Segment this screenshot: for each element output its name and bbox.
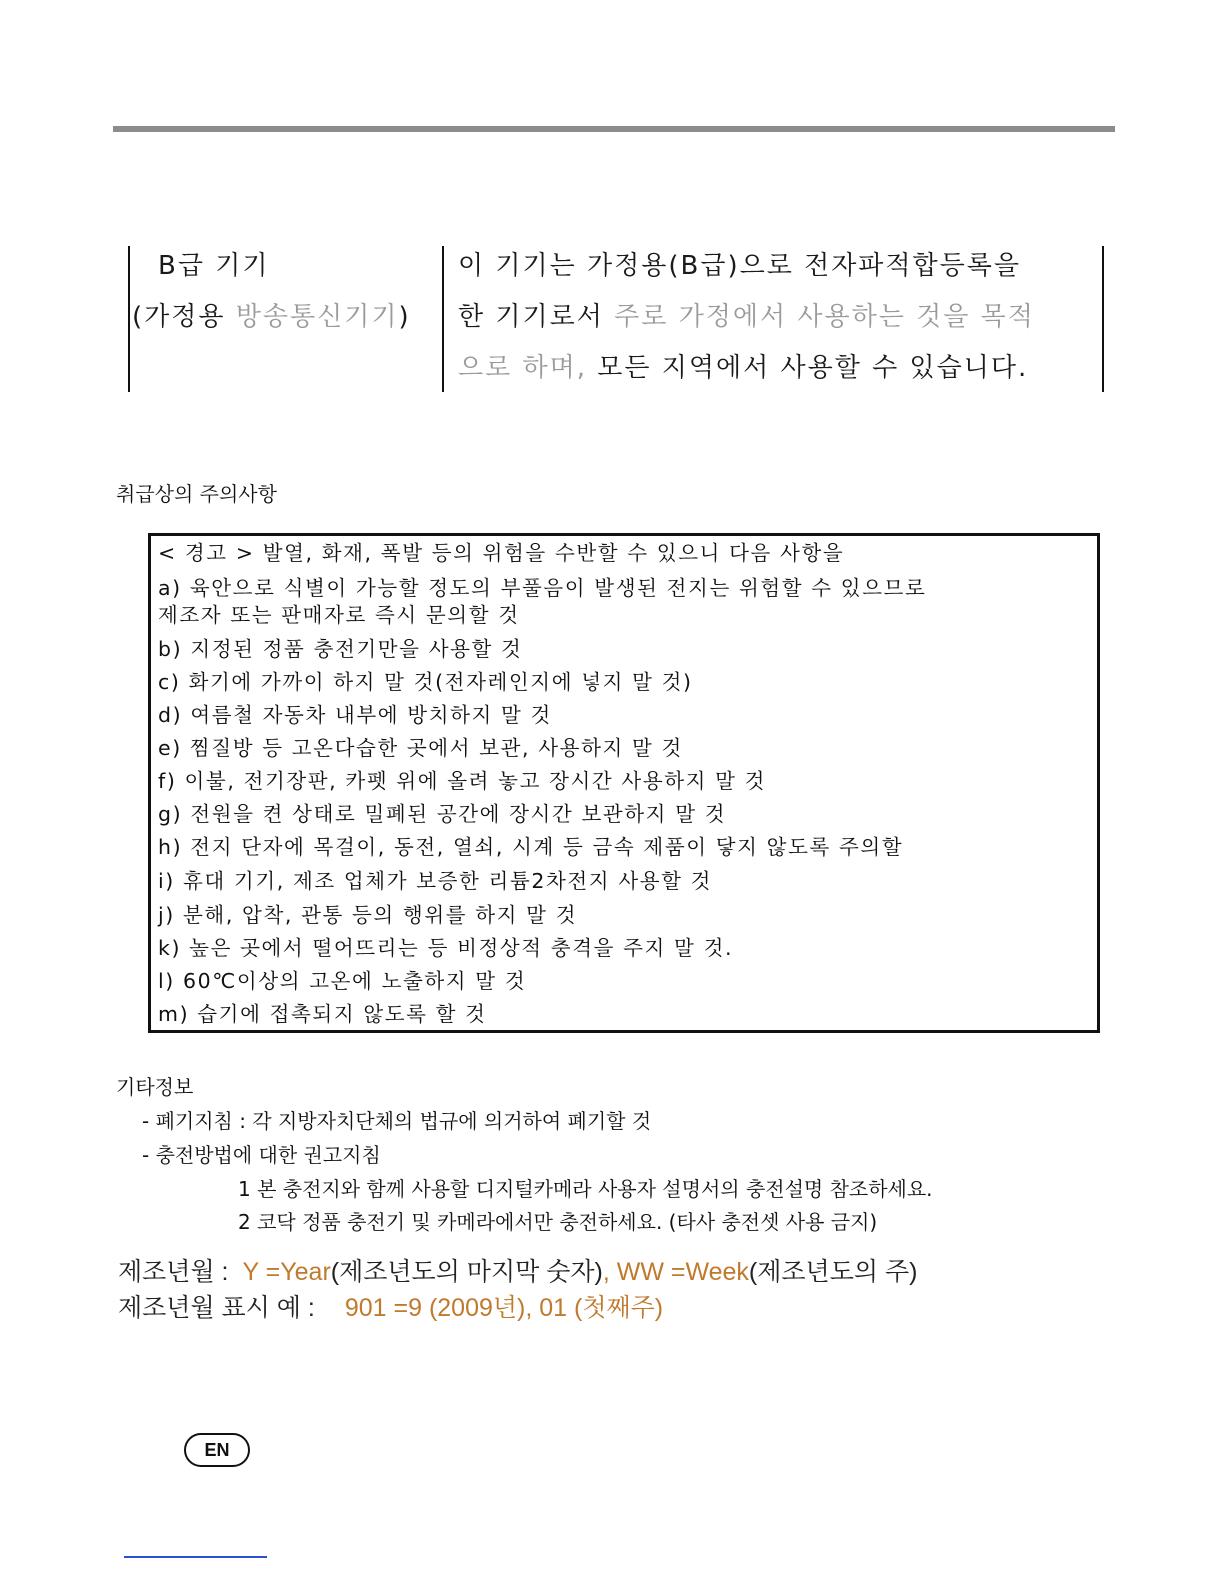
statement-line-3: 으로 하며, 모든 지역에서 사용할 수 있습니다. <box>458 353 1029 383</box>
bottom-link-underline <box>124 1556 267 1558</box>
charging-guideline-2: 2 코닥 정품 충전기 및 카메라에서만 충전하세요. (타사 충전셋 사용 금지) <box>238 1210 878 1234</box>
warning-line: f) 이불, 전기장판, 카펫 위에 올려 놓고 장시간 사용하지 말 것 <box>158 769 767 793</box>
statement-line-2: 한 기기로서 주로 가정에서 사용하는 것을 목적 <box>458 302 1035 332</box>
warning-line: a) 육안으로 식별이 가능할 정도의 부풀음이 발생된 전지는 위험할 수 있으므로 <box>158 576 927 600</box>
warning-line: h) 전지 단자에 목걸이, 동전, 열쇠, 시계 등 금속 제품이 닿지 않도록 주의할 <box>158 835 904 859</box>
charging-guideline-1: 1 본 충전지와 함께 사용할 디지털카메라 사용자 설명서의 충전설명 참조하세요. <box>238 1177 933 1201</box>
statement-line-1: 이 기기는 가정용(B급)으로 전자파적합등록을 <box>458 251 1022 281</box>
other-info-title: 기타정보 <box>116 1075 194 1099</box>
warning-line: k) 높은 곳에서 떨어뜨리는 등 비정상적 충격을 주지 말 것. <box>158 936 734 960</box>
warning-line: e) 찜질방 등 고온다습한 곳에서 보관, 사용하지 말 것 <box>158 736 683 760</box>
warning-line: c) 화기에 가까이 하지 말 것(전자레인지에 넣지 말 것) <box>158 670 693 694</box>
warning-line: i) 휴대 기기, 제조 업체가 보증한 리튬2차전지 사용할 것 <box>158 869 713 893</box>
warning-line: 제조자 또는 판매자로 즉시 문의할 것 <box>158 603 520 627</box>
manufacture-date-example: 제조년월 표시 예 : 901 =9 (2009년), 01 (첫째주) <box>118 1294 664 1322</box>
warning-line: d) 여름철 자동차 내부에 방치하지 말 것 <box>158 703 552 727</box>
charging-guideline-title: - 충전방법에 대한 권고지침 <box>142 1143 381 1167</box>
manufacture-date-format: 제조년월 : Y =Year(제조년도의 마지막 숫자), WW =Week(제조년도의 주) <box>118 1258 918 1286</box>
table-border-middle <box>442 246 444 392</box>
warning-line: g) 전원을 켠 상태로 밀폐된 공간에 장시간 보관하지 말 것 <box>158 802 727 826</box>
class-b-notice-table <box>128 246 1104 392</box>
battery-warning-box <box>148 533 1100 1033</box>
top-divider <box>113 126 1115 132</box>
warning-line: j) 분해, 압착, 관통 등의 행위를 하지 말 것 <box>158 903 578 927</box>
disposal-guideline: - 폐기지침 : 각 지방자치단체의 법규에 의거하여 폐기할 것 <box>142 1109 652 1133</box>
warning-line: b) 지정된 정품 충전기만을 사용할 것 <box>158 637 523 661</box>
table-border-right <box>1102 246 1104 392</box>
warning-line: < 경고 > 발열, 화재, 폭발 등의 위험을 수반할 수 있으니 다음 사항을 <box>158 541 845 565</box>
device-class-label: B급 기기 <box>158 251 270 281</box>
language-badge: EN <box>184 1433 250 1467</box>
warning-line: m) 습기에 접촉되지 않도록 할 것 <box>158 1002 487 1026</box>
table-border-left <box>128 246 130 392</box>
device-class-subtitle: (가정용 방송통신기기) <box>132 302 411 332</box>
handling-precautions-title: 취급상의 주의사항 <box>116 482 277 506</box>
warning-line: l) 60℃이상의 고온에 노출하지 말 것 <box>158 969 527 993</box>
